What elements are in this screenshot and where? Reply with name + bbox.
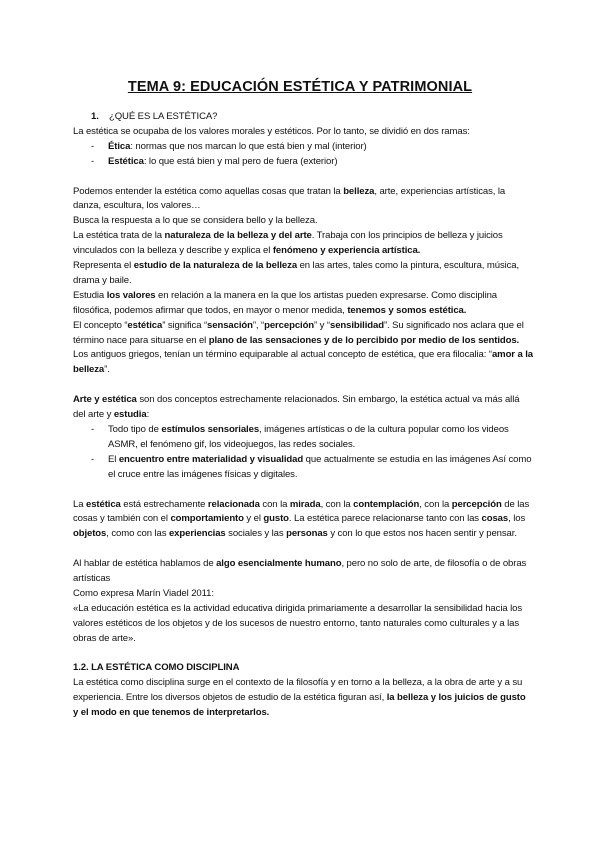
- section-heading-text: ¿QUÉ ES LA ESTÉTICA?: [109, 111, 218, 122]
- list-item: - Estética: lo que está bien y mal pero de fuera (exterior): [73, 155, 533, 170]
- section-1-2-heading: 1.2. LA ESTÉTICA COMO DISCIPLINA: [73, 662, 240, 674]
- paragraph: La estética como disciplina surge en el contexto de la filosofía y en torno a la belleza, a la obra de arte y a su experiencia. Entre los diversos objetos de estudio de la estética figuran así, la belleza y los juicios de gusto y el modo en que tenemos de interpretarlos.: [73, 677, 526, 719]
- paragraph: Al hablar de estética hablamos de algo esencialmente humano, pero no solo de arte, de filosofía o de obras artísticas: [73, 558, 527, 585]
- branches-list: [73, 140, 533, 170]
- section-number: 1.: [91, 111, 99, 122]
- document-title: TEMA 9: EDUCACIÓN ESTÉTICA Y PATRIMONIAL: [127, 79, 473, 95]
- list-item: - Ética: normas que nos marcan lo que está bien y mal (interior): [73, 140, 533, 155]
- paragraph: La estética trata de la naturaleza de la belleza y del arte. Trabaja con los principios de belleza y juicios vinculados con la belleza y describe y explica el fenómeno y experiencia artística.: [73, 230, 503, 257]
- list-item: - El encuentro entre materialidad y visualidad que actualmente se estudia en las imágenes Así como el cruce entre las imágenes físicas y digitales.: [73, 453, 533, 483]
- document-body: [73, 110, 533, 721]
- paragraph: Representa el estudio de la naturaleza de la belleza en las artes, tales como la pintura, escultura, música, drama y baile.: [73, 260, 520, 286]
- paragraph: El concepto “estética” significa “sensación”, “percepción” y “sensibilidad”. Su significado nos aclara que el término nace para situarse en el plano de las sensaciones y de lo percibido por medio de los sentidos. Los antiguos griegos, tenían un término equiparable al actual concepto de estética, que era filocalia: “amor a la belleza”.: [73, 319, 533, 376]
- intro-paragraph: La estética se ocupaba de los valores morales y estéticos. Por lo tanto, se dividió en dos ramas:: [73, 125, 470, 137]
- quote: «La educación estética es la actividad educativa dirigida primariamente a desarrollar la sensibilidad hacia los valores estéticos de los objetos y de los sucesos de nuestro entorno, tanto naturales como culturales y a las obras de arte».: [73, 602, 523, 644]
- paragraph: La estética está estrechamente relacionada con la mirada, con la contemplación, con la percepción de las cosas y también con el comportamiento y el gusto. La estética parece relacionarse tanto con las cosas, los objetos, como con las experiencias sociales y las personas y con lo que estos nos hacen sentir y pensar.: [73, 498, 530, 540]
- paragraph: Como expresa Marín Viadel 2011:: [73, 587, 214, 599]
- paragraph: Busca la respuesta a lo que se considera bello y la belleza.: [73, 215, 318, 227]
- paragraph: Estudia los valores en relación a la manera en la que los artistas pueden expresarse. Como disciplina filosófica, podemos afirmar que todos, en mayor o menor medida, tenemos y somos estética.: [73, 289, 498, 316]
- study-list: [73, 423, 533, 483]
- section-1-heading: [73, 110, 533, 125]
- list-item: - Todo tipo de estímulos sensoriales, imágenes artísticas o de la cultura popular como los videos ASMR, el fenómeno gif, los videojuegos, las redes sociales.: [73, 423, 533, 453]
- paragraph: Arte y estética son dos conceptos estrechamente relacionados. Sin embargo, la estética actual va más allá del arte y estudia:: [73, 394, 520, 421]
- paragraph: Podemos entender la estética como aquellas cosas que tratan la belleza, arte, experiencias artísticas, la danza, escultura, los valores…: [73, 185, 506, 212]
